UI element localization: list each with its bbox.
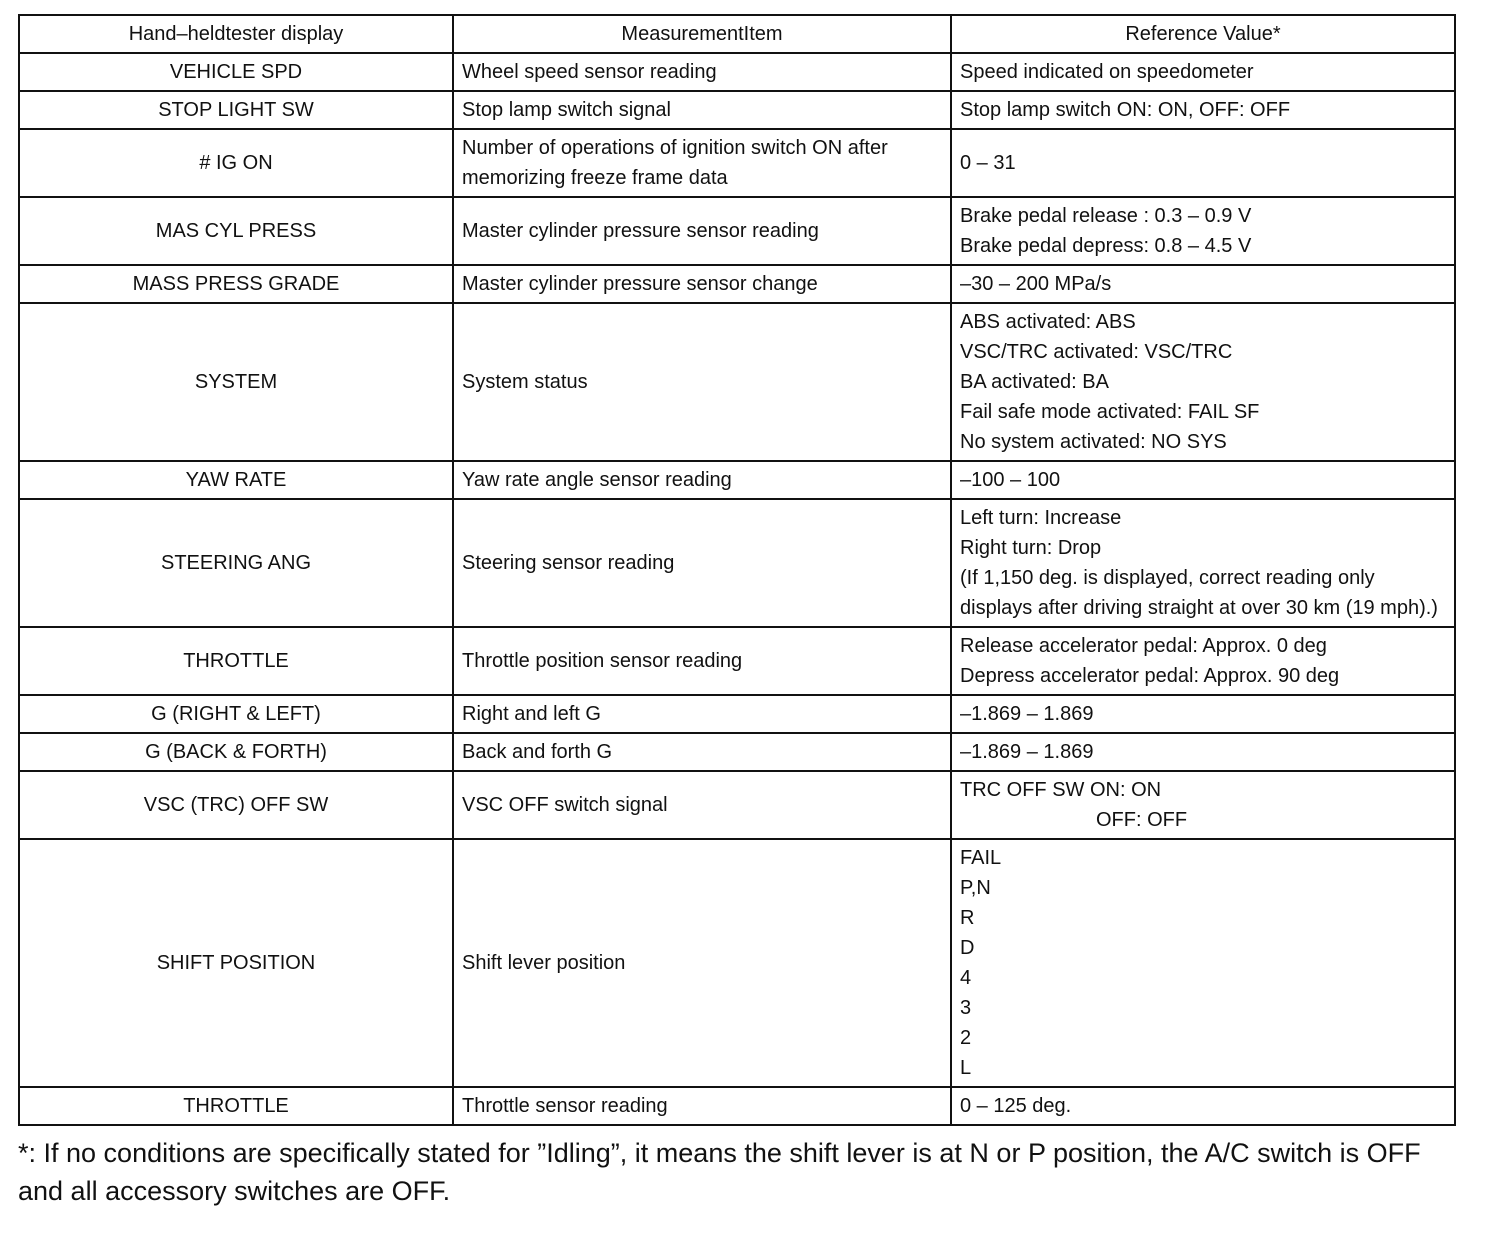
reference-value-cell xyxy=(951,461,1455,499)
measurement-item-cell: Throttle position sensor reading xyxy=(453,627,951,695)
reference-value-line: –100 – 100 xyxy=(960,469,1061,491)
reference-value-line: 0 – 125 deg. xyxy=(960,1095,1072,1117)
reference-value-line: –30 – 200 MPa/s xyxy=(960,273,1112,295)
reference-value-line: Right turn: Drop xyxy=(960,537,1102,559)
reference-value-line: 3 xyxy=(960,997,972,1019)
tester-display-cell: G (RIGHT & LEFT) xyxy=(19,695,453,733)
reference-value-line: Fail safe mode activated: FAIL SF xyxy=(960,401,1260,423)
reference-value-line: No system activated: NO SYS xyxy=(960,431,1227,453)
table-row xyxy=(19,839,1455,1087)
table-row xyxy=(19,129,1455,197)
measurement-item-cell: System status xyxy=(453,303,951,461)
reference-value-line: P,N xyxy=(960,877,991,899)
reference-value-cell xyxy=(951,839,1455,1087)
reference-value-line: 4 xyxy=(960,967,972,989)
measurement-item-cell: Right and left G xyxy=(453,695,951,733)
footnote: *: If no conditions are specifically stated for ”Idling”, it means the shift lever is at N or P position, the A/C switch is OFF and all accessory switches are OFF. xyxy=(18,1138,1421,1206)
reference-value-cell xyxy=(951,627,1455,695)
table-row xyxy=(19,91,1455,129)
reference-value-cell xyxy=(951,129,1455,197)
tester-display-cell: G (BACK & FORTH) xyxy=(19,733,453,771)
table-header-row xyxy=(19,15,1455,53)
tester-display-cell: THROTTLE xyxy=(19,1087,453,1125)
measurement-item-cell: Shift lever position xyxy=(453,839,951,1087)
reference-value-cell xyxy=(951,197,1455,265)
reference-value-cell xyxy=(951,1087,1455,1125)
reference-value-line: VSC/TRC activated: VSC/TRC xyxy=(960,341,1233,363)
reference-value-line: (If 1,150 deg. is displayed, correct reading only displays after driving straight at over 30 km (19 mph).) xyxy=(960,567,1438,619)
tester-display-cell: # IG ON xyxy=(19,129,453,197)
reference-value-line: 0 – 31 xyxy=(960,152,1016,174)
measurement-item-cell: VSC OFF switch signal xyxy=(453,771,951,839)
reference-value-line: FAIL xyxy=(960,847,1002,869)
measurement-item-cell: Master cylinder pressure sensor change xyxy=(453,265,951,303)
measurement-item-cell: Yaw rate angle sensor reading xyxy=(453,461,951,499)
reference-value-line: D xyxy=(960,937,975,959)
tester-display-cell: MASS PRESS GRADE xyxy=(19,265,453,303)
reference-value-cell xyxy=(951,91,1455,129)
reference-value-line: R xyxy=(960,907,975,929)
tester-display-cell: VSC (TRC) OFF SW xyxy=(19,771,453,839)
tester-display-cell: THROTTLE xyxy=(19,627,453,695)
measurement-item-cell: Number of operations of ignition switch ON after memorizing freeze frame data xyxy=(453,129,951,197)
reference-value-line: –1.869 – 1.869 xyxy=(960,703,1094,725)
reference-value-cell xyxy=(951,771,1455,839)
table-row xyxy=(19,197,1455,265)
table-row xyxy=(19,771,1455,839)
measurement-item-cell: Throttle sensor reading xyxy=(453,1087,951,1125)
header-measurement-item: MeasurementItem xyxy=(453,15,951,53)
reference-value-cell xyxy=(951,303,1455,461)
reference-value-cell xyxy=(951,499,1455,627)
measurement-item-cell: Master cylinder pressure sensor reading xyxy=(453,197,951,265)
reference-value-line: BA activated: BA xyxy=(960,371,1109,393)
measurement-item-cell: Steering sensor reading xyxy=(453,499,951,627)
reference-value-line: Left turn: Increase xyxy=(960,507,1122,529)
reference-value-cell xyxy=(951,53,1455,91)
reference-value-table xyxy=(18,14,1456,1126)
tester-display-cell: SYSTEM xyxy=(19,303,453,461)
table-row xyxy=(19,265,1455,303)
tester-display-cell: STOP LIGHT SW xyxy=(19,91,453,129)
table-row xyxy=(19,627,1455,695)
tester-display-cell: MAS CYL PRESS xyxy=(19,197,453,265)
measurement-item-cell: Back and forth G xyxy=(453,733,951,771)
table-row xyxy=(19,53,1455,91)
reference-value-line: OFF: OFF xyxy=(1096,809,1188,831)
reference-value-line: –1.869 – 1.869 xyxy=(960,741,1094,763)
reference-value-line: Speed indicated on speedometer xyxy=(960,61,1254,83)
reference-value-line: Brake pedal depress: 0.8 – 4.5 V xyxy=(960,235,1252,257)
reference-value-line: Depress accelerator pedal: Approx. 90 deg xyxy=(960,665,1340,687)
tester-display-cell: VEHICLE SPD xyxy=(19,53,453,91)
header-tester-display: Hand–heldtester display xyxy=(19,15,453,53)
tester-display-cell: STEERING ANG xyxy=(19,499,453,627)
document-page xyxy=(18,14,1454,1210)
reference-value-line: Stop lamp switch ON: ON, OFF: OFF xyxy=(960,99,1291,121)
table-body xyxy=(19,53,1455,1125)
table-row xyxy=(19,695,1455,733)
reference-value-line: Brake pedal release : 0.3 – 0.9 V xyxy=(960,205,1252,227)
table-row xyxy=(19,461,1455,499)
measurement-item-cell: Stop lamp switch signal xyxy=(453,91,951,129)
reference-value-cell xyxy=(951,695,1455,733)
reference-value-line: ABS activated: ABS xyxy=(960,311,1136,333)
reference-value-line: Release accelerator pedal: Approx. 0 deg xyxy=(960,635,1327,657)
reference-value-line: TRC OFF SW ON: ON xyxy=(960,779,1162,801)
reference-value-line: 2 xyxy=(960,1027,972,1049)
measurement-item-cell: Wheel speed sensor reading xyxy=(453,53,951,91)
reference-value-line: L xyxy=(960,1057,972,1079)
tester-display-cell: YAW RATE xyxy=(19,461,453,499)
header-reference-value: Reference Value* xyxy=(951,15,1455,53)
table-row xyxy=(19,303,1455,461)
reference-value-cell xyxy=(951,733,1455,771)
tester-display-cell: SHIFT POSITION xyxy=(19,839,453,1087)
table-row xyxy=(19,1087,1455,1125)
reference-value-cell xyxy=(951,265,1455,303)
table-row xyxy=(19,733,1455,771)
table-row xyxy=(19,499,1455,627)
